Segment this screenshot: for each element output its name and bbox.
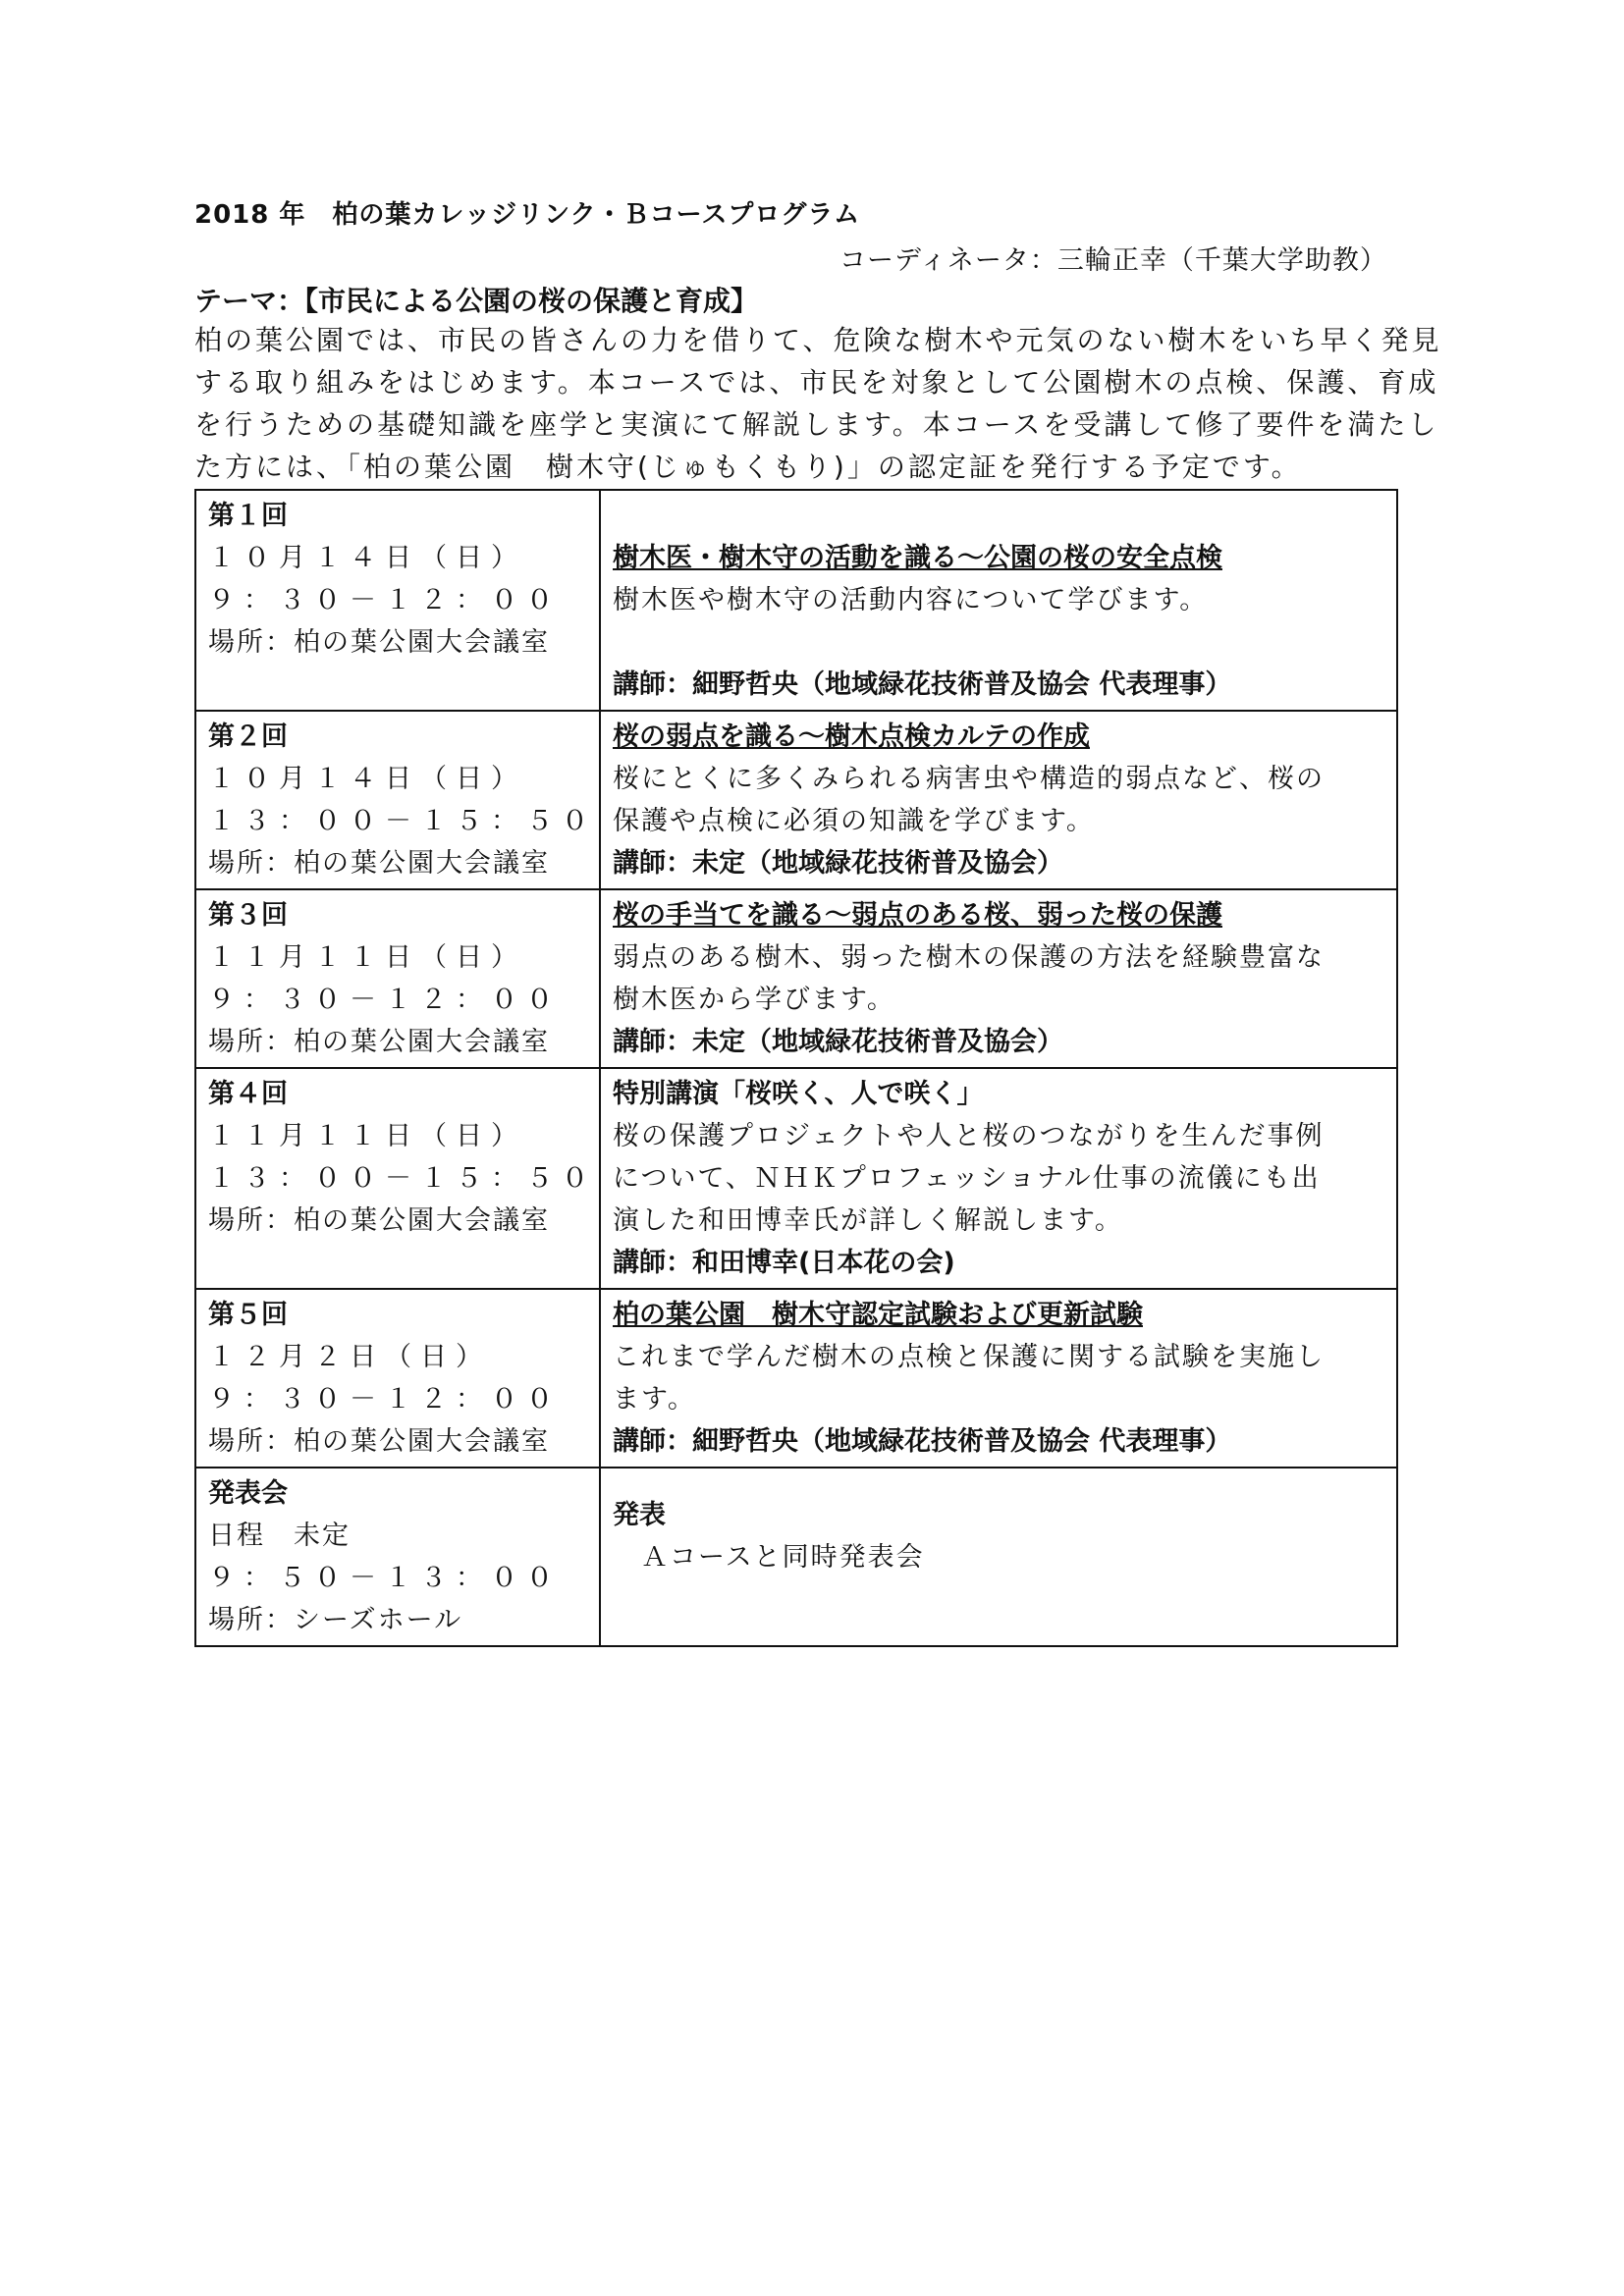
session-description: 演した和田博幸氏が詳しく解説します。 (613, 1205, 1123, 1236)
session-time: １３：００－１５：５０ (208, 1163, 597, 1194)
document-title: 2018 年 柏の葉カレッジリンク・Ｂコースプログラム (194, 200, 861, 230)
session-description: 保護や点検に必須の知識を学びます。 (613, 806, 1095, 836)
session-info-cell (195, 1068, 600, 1289)
session-content-cell (600, 1068, 1397, 1289)
session-lecturer: 講師：細野哲央（地域緑花技術普及協会 代表理事） (613, 1426, 1232, 1457)
intro-line: た方には、「柏の葉公園 樹木守(じゅもくもり)」の認定証を発行する予定です。 (194, 451, 1302, 483)
session-description: 樹木医や樹木守の活動内容について学びます。 (613, 585, 1209, 615)
session-lecturer: 講師：未定（地域緑花技術普及協会） (613, 848, 1063, 879)
intro-paragraph (194, 319, 1456, 488)
session-content-cell (600, 490, 1397, 711)
session-time: ９：３０－１２：００ (208, 585, 562, 615)
session-date: １２月２日（日） (208, 1342, 491, 1372)
session-label: 第２回 (208, 721, 288, 752)
table-row (195, 889, 1397, 1068)
presentation-label: 発表会 (208, 1478, 288, 1509)
table-row (195, 1468, 1397, 1646)
session-topic: 樹木医・樹木守の活動を識る～公園の桜の安全点検 (613, 543, 1222, 573)
session-place: 場所：柏の葉公園大会議室 (208, 1205, 550, 1236)
session-description: 桜にとくに多くみられる病害虫や構造的弱点など、桜の (613, 764, 1325, 794)
session-description: これまで学んだ樹木の点検と保護に関する試験を実施し (613, 1342, 1325, 1372)
session-time: ９：３０－１２：００ (208, 1384, 562, 1415)
presentation-time: ９：５０－１３：００ (208, 1563, 562, 1593)
table-row (195, 1289, 1397, 1468)
session-description: について、ＮＨＫプロフェッショナル仕事の流儀にも出 (613, 1163, 1321, 1194)
presentation-content-cell (600, 1468, 1397, 1646)
session-date: １０月１４日（日） (208, 764, 526, 794)
session-label: 第５回 (208, 1300, 288, 1330)
session-description: 弱点のある樹木、弱った樹木の保護の方法を経験豊富な (613, 942, 1325, 973)
session-topic: 柏の葉公園 樹木守認定試験および更新試験 (613, 1300, 1143, 1330)
session-info-cell (195, 889, 600, 1068)
coordinator-line: コーディネータ：三輪正幸（千葉大学助教） (839, 245, 1387, 276)
presentation-info-cell (195, 1468, 600, 1646)
intro-line: する取り組みをはじめます。本コースでは、市民を対象として公園樹木の点検、保護、育成 (194, 366, 1439, 399)
session-info-cell (195, 711, 600, 889)
session-topic: 特別講演「桜咲く、人で咲く」 (613, 1079, 984, 1109)
session-info-cell (195, 1289, 600, 1468)
table-row (195, 490, 1397, 711)
session-description: 桜の保護プロジェクトや人と桜のつながりを生んだ事例 (613, 1121, 1325, 1151)
session-content-cell (600, 1289, 1397, 1468)
session-description: ます。 (613, 1384, 696, 1415)
intro-line: を行うための基礎知識を座学と実演にて解説します。本コースを受講して修了要件を満たし (194, 408, 1439, 441)
presentation-detail: Ａコースと同時発表会 (613, 1542, 925, 1573)
session-time: １３：００－１５：５０ (208, 806, 597, 836)
session-date: １１月１１日（日） (208, 1121, 526, 1151)
intro-line: 柏の葉公園では、市民の皆さんの力を借りて、危険な樹木や元気のない樹木をいち早く発見 (194, 324, 1442, 356)
session-date: １０月１４日（日） (208, 543, 526, 573)
session-place: 場所：柏の葉公園大会議室 (208, 848, 550, 879)
theme-heading: テーマ：【市民による公園の桜の保護と育成】 (194, 285, 759, 317)
session-place: 場所：柏の葉公園大会議室 (208, 1027, 550, 1057)
session-topic: 桜の弱点を識る～樹木点検カルテの作成 (613, 721, 1090, 752)
session-topic: 桜の手当てを識る～弱点のある桜、弱った桜の保護 (613, 900, 1222, 931)
session-label: 第３回 (208, 900, 288, 931)
session-content-cell (600, 711, 1397, 889)
session-lecturer: 講師：未定（地域緑花技術普及協会） (613, 1027, 1063, 1057)
session-time: ９：３０－１２：００ (208, 985, 562, 1015)
spacer (613, 621, 1384, 664)
session-lecturer: 講師：和田博幸(日本花の会) (613, 1248, 955, 1278)
session-place: 場所：柏の葉公園大会議室 (208, 1426, 550, 1457)
presentation-date: 日程 未定 (208, 1521, 351, 1551)
session-label: 第１回 (208, 501, 288, 531)
table-row (195, 1068, 1397, 1289)
session-label: 第４回 (208, 1079, 288, 1109)
presentation-place: 場所：シーズホール (208, 1605, 463, 1635)
program-table (194, 489, 1398, 1647)
session-content-cell (600, 889, 1397, 1068)
session-lecturer: 講師：細野哲央（地域緑花技術普及協会 代表理事） (613, 669, 1232, 700)
session-info-cell (195, 490, 600, 711)
session-description: 樹木医から学びます。 (613, 985, 895, 1015)
session-date: １１月１１日（日） (208, 942, 526, 973)
session-place: 場所：柏の葉公園大会議室 (208, 627, 550, 658)
spacer (613, 1472, 1384, 1494)
table-row (195, 711, 1397, 889)
presentation-heading: 発表 (613, 1500, 666, 1530)
